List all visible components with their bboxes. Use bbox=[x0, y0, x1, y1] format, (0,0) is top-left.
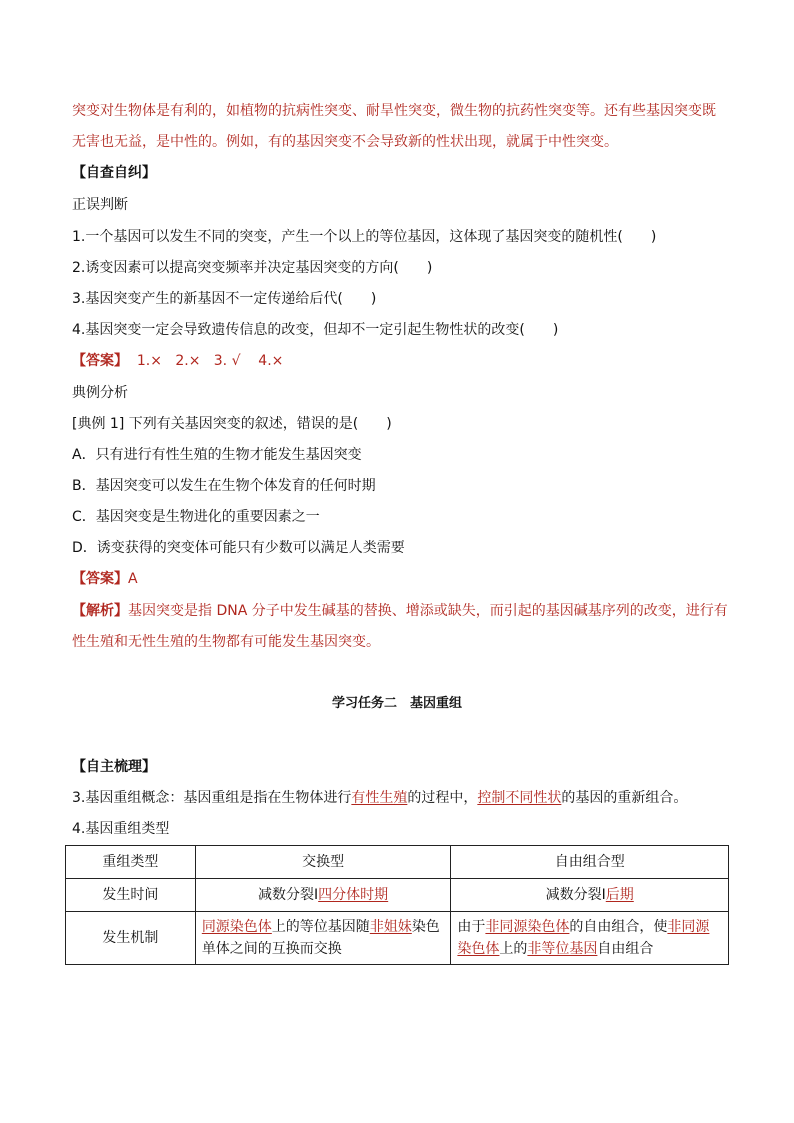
example-question: [典例 1] 下列有关基因突变的叙述，错误的是( ) bbox=[72, 416, 392, 432]
judgment-item-2: 2.诱变因素可以提高突变频率并决定基因突变的方向( ) bbox=[72, 260, 433, 276]
mech-ex-text-2: 染色单体之间的互换而交换 bbox=[201, 919, 440, 957]
intro-line-1: 突变对生物体是有利的，如植物的抗病性突变、耐旱性突变，微生物的抗药性突变等。还有些基因突变既 bbox=[72, 103, 716, 119]
table-header-row bbox=[66, 846, 729, 879]
mech-free-text-3: 上的 bbox=[499, 941, 528, 957]
table-row bbox=[66, 879, 729, 912]
time-free-blank: 后期 bbox=[605, 887, 634, 903]
mech-free-text-2: 的自由组合，使 bbox=[569, 919, 668, 935]
mech-free-blank-1: 非同源染色体 bbox=[485, 919, 570, 935]
time-free-prefix: 减数分裂Ⅰ bbox=[545, 887, 606, 903]
concept-suffix: 的基因的重新组合。 bbox=[561, 790, 688, 806]
mech-free-text-1: 由于 bbox=[457, 919, 486, 935]
mechanism-free bbox=[451, 912, 729, 965]
judgment-item-3: 3.基因突变产生的新基因不一定传递给后代( ) bbox=[72, 291, 377, 307]
mech-free-blank-3: 非等位基因 bbox=[527, 941, 598, 957]
header-free-combination: 自由组合型 bbox=[451, 846, 729, 879]
option-a: A．只有进行有性生殖的生物才能发生基因突变 bbox=[72, 447, 362, 463]
row-label-time: 发生时间 bbox=[66, 879, 196, 912]
analysis-text-1: 基因突变是指 DNA 分子中发生碱基的替换、增添或缺失，而引起的基因碱基序列的改变，进行有 bbox=[128, 603, 728, 619]
option-b: B．基因突变可以发生在生物个体发育的任何时期 bbox=[72, 478, 376, 494]
mech-ex-blank-1: 同源染色体 bbox=[201, 919, 272, 935]
answer-label: 【答案】 bbox=[72, 571, 128, 587]
mech-free-blank-2: 非同源染色体 bbox=[457, 919, 710, 957]
mech-ex-blank-2: 非姐妹 bbox=[369, 919, 412, 935]
row-label-mechanism: 发生机制 bbox=[66, 912, 196, 965]
table-row bbox=[66, 912, 729, 965]
time-exchange-prefix: 减数分裂Ⅰ bbox=[258, 887, 319, 903]
judgment-subheading: 正误判断 bbox=[72, 197, 128, 213]
concept-prefix: 3.基因重组概念：基因重组是指在生物体进行 bbox=[72, 790, 352, 806]
judgment-item-4: 4.基因突变一定会导致遗传信息的改变，但却不一定引起生物性状的改变( ) bbox=[72, 322, 559, 338]
self-check-heading: 【自查自纠】 bbox=[72, 165, 156, 181]
mech-free-text-4: 自由组合 bbox=[597, 941, 654, 957]
time-free bbox=[451, 879, 729, 912]
time-exchange-blank: 四分体时期 bbox=[318, 887, 389, 903]
self-sort-heading: 【自主梳理】 bbox=[72, 759, 156, 775]
mechanism-exchange bbox=[195, 912, 451, 965]
answer-value: A bbox=[128, 571, 138, 587]
analysis-line-2: 性生殖和无性生殖的生物都有可能发生基因突变。 bbox=[72, 634, 380, 650]
concept-line bbox=[72, 788, 734, 808]
judgment-item-1: 1.一个基因可以发生不同的突变，产生一个以上的等位基因，这体现了基因突变的随机性( ) bbox=[72, 229, 657, 245]
types-heading: 4.基因重组类型 bbox=[72, 821, 170, 837]
answer-text: 1.× 2.× 3. √ 4.× bbox=[128, 353, 284, 369]
example-answer bbox=[72, 569, 734, 589]
concept-blank-1: 有性生殖 bbox=[351, 790, 408, 806]
section-title: 学习任务二 基因重组 bbox=[331, 696, 462, 711]
concept-blank-2: 控制不同性状 bbox=[477, 790, 562, 806]
concept-mid: 的过程中， bbox=[407, 790, 478, 806]
option-c: C．基因突变是生物进化的重要因素之一 bbox=[72, 509, 320, 525]
mech-ex-text-1: 上的等位基因随 bbox=[271, 919, 370, 935]
answer-label: 【答案】 bbox=[72, 353, 128, 369]
time-exchange bbox=[195, 879, 451, 912]
intro-line-2: 无害也无益，是中性的。例如，有的基因突变不会导致新的性状出现，就属于中性突变。 bbox=[72, 134, 618, 150]
recombination-types-table bbox=[65, 845, 729, 965]
header-exchange: 交换型 bbox=[195, 846, 451, 879]
analysis-label: 【解析】 bbox=[72, 603, 128, 619]
judgment-answer bbox=[72, 351, 734, 371]
example-heading: 典例分析 bbox=[72, 385, 128, 401]
analysis-line-1 bbox=[72, 601, 734, 621]
option-d: D．诱变获得的突变体可能只有少数可以满足人类需要 bbox=[72, 540, 405, 556]
header-type: 重组类型 bbox=[66, 846, 196, 879]
